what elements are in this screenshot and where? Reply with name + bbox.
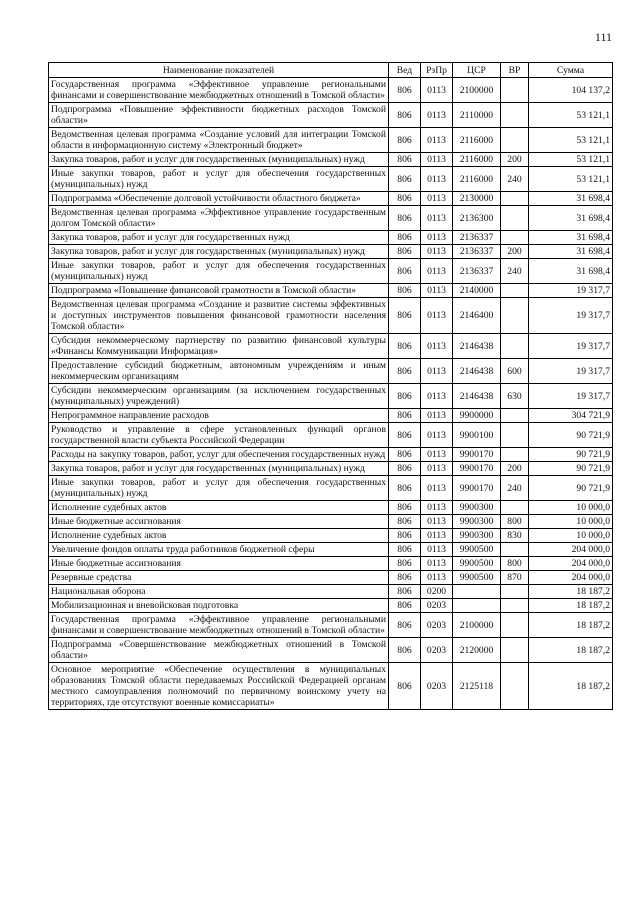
table-row [49,585,613,599]
cell-ved: 806 [389,409,421,423]
table-row [49,128,613,153]
cell-sum: 204 000,0 [529,571,613,585]
cell-name: Иные закупки товаров, работ и услуг для обеспечения государственных (муниципальных) нужд [49,476,389,501]
cell-sum: 18 187,2 [529,585,613,599]
cell-csr: 2136300 [453,206,501,231]
cell-ved: 806 [389,192,421,206]
cell-csr: 2100000 [453,78,501,103]
cell-name: Национальная оборона [49,585,389,599]
cell-name: Исполнение судебных актов [49,529,389,543]
cell-sum: 31 698,4 [529,245,613,259]
cell-vr: 240 [501,476,529,501]
cell-vr: 200 [501,153,529,167]
table-row [49,334,613,359]
cell-name: Подпрограмма «Повышение финансовой грамотности в Томской области» [49,284,389,298]
table-row [49,599,613,613]
cell-name: Государственная программа «Эффективное управление региональными финансами и совершенствование межбюджетных отношений в Томской области» [49,613,389,638]
cell-name: Основное мероприятие «Обеспечение осуществления в муниципальных образованиях Томской области передаваемых Российской Федерацией органам местного самоуправления полномочий по первичному воинскому учету на территориях, где отсутствуют военные комиссариаты» [49,663,389,710]
cell-vr: 240 [501,259,529,284]
cell-rzpr: 0113 [421,543,453,557]
table-row [49,543,613,557]
cell-sum: 53 121,1 [529,153,613,167]
cell-vr: 200 [501,462,529,476]
cell-vr: 600 [501,359,529,384]
cell-name: Подпрограмма «Совершенствование межбюджетных отношений в Томской области» [49,638,389,663]
cell-rzpr: 0113 [421,476,453,501]
cell-ved: 806 [389,384,421,409]
cell-rzpr: 0203 [421,599,453,613]
cell-rzpr: 0113 [421,259,453,284]
table-row [49,359,613,384]
header-sum: Сумма [529,63,613,78]
table-body [49,78,613,710]
cell-name: Подпрограмма «Повышение эффективности бюджетных расходов Томской области» [49,103,389,128]
cell-vr [501,599,529,613]
cell-csr: 2146438 [453,384,501,409]
cell-rzpr: 0113 [421,206,453,231]
cell-rzpr: 0113 [421,298,453,334]
cell-sum: 18 187,2 [529,613,613,638]
cell-name: Непрограммное направление расходов [49,409,389,423]
cell-name: Подпрограмма «Обеспечение долговой устойчивости областного бюджета» [49,192,389,206]
cell-sum: 19 317,7 [529,284,613,298]
cell-rzpr: 0200 [421,585,453,599]
cell-vr: 800 [501,515,529,529]
cell-rzpr: 0113 [421,334,453,359]
cell-csr: 9900500 [453,543,501,557]
cell-name: Закупка товаров, работ и услуг для государственных (муниципальных) нужд [49,462,389,476]
table-row [49,571,613,585]
cell-csr: 2120000 [453,638,501,663]
cell-ved: 806 [389,501,421,515]
cell-rzpr: 0113 [421,423,453,448]
cell-csr: 2116000 [453,167,501,192]
cell-sum: 90 721,9 [529,448,613,462]
cell-name: Иные закупки товаров, работ и услуг для обеспечения государственных (муниципальных) нужд [49,259,389,284]
cell-csr: 9900500 [453,571,501,585]
cell-vr [501,663,529,710]
table-row [49,284,613,298]
cell-ved: 806 [389,476,421,501]
cell-csr: 9900000 [453,409,501,423]
cell-rzpr: 0203 [421,638,453,663]
cell-csr: 9900300 [453,529,501,543]
cell-sum: 204 000,0 [529,543,613,557]
cell-rzpr: 0113 [421,515,453,529]
cell-name: Резервные средства [49,571,389,585]
cell-csr: 9900170 [453,476,501,501]
cell-csr: 2110000 [453,103,501,128]
header-name: Наименование показателей [49,63,389,78]
cell-sum: 31 698,4 [529,259,613,284]
cell-vr [501,448,529,462]
table-row [49,529,613,543]
cell-csr: 9900300 [453,515,501,529]
cell-sum: 18 187,2 [529,663,613,710]
cell-csr: 9900170 [453,448,501,462]
cell-name: Исполнение судебных актов [49,501,389,515]
cell-vr: 870 [501,571,529,585]
table-row [49,167,613,192]
cell-sum: 90 721,9 [529,476,613,501]
cell-rzpr: 0113 [421,153,453,167]
header-row [49,63,613,78]
cell-ved: 806 [389,515,421,529]
cell-rzpr: 0113 [421,359,453,384]
cell-ved: 806 [389,571,421,585]
cell-rzpr: 0113 [421,284,453,298]
cell-sum: 31 698,4 [529,231,613,245]
cell-csr [453,585,501,599]
cell-ved: 806 [389,103,421,128]
table-row [49,78,613,103]
cell-sum: 19 317,7 [529,298,613,334]
cell-csr: 9900500 [453,557,501,571]
cell-rzpr: 0113 [421,167,453,192]
table-row [49,384,613,409]
cell-ved: 806 [389,423,421,448]
cell-ved: 806 [389,231,421,245]
cell-vr [501,423,529,448]
cell-csr [453,599,501,613]
table-row [49,231,613,245]
cell-sum: 31 698,4 [529,206,613,231]
cell-rzpr: 0113 [421,448,453,462]
table-row [49,557,613,571]
cell-rzpr: 0113 [421,78,453,103]
cell-name: Предоставление субсидий бюджетным, автономным учреждениям и иным некоммерческим организациям [49,359,389,384]
cell-vr [501,284,529,298]
cell-name: Мобилизационная и вневойсковая подготовка [49,599,389,613]
cell-csr: 2136337 [453,245,501,259]
header-vr: ВР [501,63,529,78]
cell-ved: 806 [389,663,421,710]
cell-sum: 18 187,2 [529,599,613,613]
cell-sum: 53 121,1 [529,128,613,153]
cell-csr: 2125118 [453,663,501,710]
table-row [49,462,613,476]
cell-rzpr: 0113 [421,529,453,543]
cell-vr [501,638,529,663]
cell-sum: 19 317,7 [529,359,613,384]
table-row [49,515,613,529]
cell-csr: 2116000 [453,153,501,167]
cell-csr: 2146400 [453,298,501,334]
cell-ved: 806 [389,557,421,571]
cell-vr [501,78,529,103]
cell-vr: 630 [501,384,529,409]
cell-sum: 53 121,1 [529,103,613,128]
cell-sum: 19 317,7 [529,384,613,409]
cell-ved: 806 [389,448,421,462]
cell-ved: 806 [389,613,421,638]
cell-sum: 10 000,0 [529,515,613,529]
cell-csr: 2136337 [453,259,501,284]
table-row [49,206,613,231]
header-csr: ЦСР [453,63,501,78]
table-row [49,423,613,448]
cell-ved: 806 [389,462,421,476]
cell-rzpr: 0113 [421,571,453,585]
cell-sum: 204 000,0 [529,557,613,571]
cell-ved: 806 [389,599,421,613]
cell-ved: 806 [389,585,421,599]
cell-name: Иные закупки товаров, работ и услуг для обеспечения государственных (муниципальных) нужд [49,167,389,192]
cell-ved: 806 [389,206,421,231]
table-header [49,63,613,78]
cell-vr [501,334,529,359]
cell-csr: 2140000 [453,284,501,298]
cell-vr [501,585,529,599]
cell-vr: 240 [501,167,529,192]
cell-rzpr: 0113 [421,192,453,206]
cell-name: Ведомственная целевая программа «Создание и развитие системы эффективных и доступных инструментов повышения финансовой грамотности населения Томской области» [49,298,389,334]
table-row [49,245,613,259]
cell-ved: 806 [389,153,421,167]
cell-csr: 2146438 [453,334,501,359]
cell-name: Субсидии некоммерческим организациям (за исключением государственных (муниципальных) учреждений) [49,384,389,409]
cell-rzpr: 0113 [421,128,453,153]
cell-sum: 104 137,2 [529,78,613,103]
cell-vr: 830 [501,529,529,543]
table-row [49,103,613,128]
cell-rzpr: 0113 [421,384,453,409]
cell-name: Закупка товаров, работ и услуг для государственных нужд [49,231,389,245]
cell-vr [501,206,529,231]
cell-csr: 2116000 [453,128,501,153]
cell-vr [501,501,529,515]
cell-ved: 806 [389,245,421,259]
cell-name: Субсидия некоммерческому партнерству по развитию финансовой культуры «Финансы Коммуникации Информация» [49,334,389,359]
table-row [49,613,613,638]
table-row [49,501,613,515]
cell-name: Закупка товаров, работ и услуг для государственных (муниципальных) нужд [49,245,389,259]
cell-sum: 53 121,1 [529,167,613,192]
table-row [49,409,613,423]
table-row [49,638,613,663]
table-row [49,259,613,284]
cell-ved: 806 [389,334,421,359]
cell-ved: 806 [389,128,421,153]
page-number: 111 [594,30,612,44]
cell-vr [501,192,529,206]
cell-sum: 90 721,9 [529,462,613,476]
cell-rzpr: 0113 [421,245,453,259]
cell-rzpr: 0113 [421,557,453,571]
cell-rzpr: 0113 [421,462,453,476]
budget-table [48,62,613,710]
cell-vr [501,128,529,153]
cell-ved: 806 [389,359,421,384]
cell-rzpr: 0113 [421,501,453,515]
cell-csr: 9900100 [453,423,501,448]
cell-name: Иные бюджетные ассигнования [49,557,389,571]
cell-ved: 806 [389,78,421,103]
cell-vr [501,613,529,638]
cell-name: Руководство и управление в сфере установленных функций органов государственной власти субъекта Российской Федерации [49,423,389,448]
cell-vr [501,298,529,334]
cell-name: Государственная программа «Эффективное управление региональными финансами и совершенствование межбюджетных отношений в Томской области» [49,78,389,103]
cell-vr [501,409,529,423]
table-row [49,448,613,462]
table-row [49,663,613,710]
header-rzpr: РзПр [421,63,453,78]
table-row [49,153,613,167]
cell-name: Увеличение фондов оплаты труда работников бюджетной сферы [49,543,389,557]
cell-ved: 806 [389,259,421,284]
cell-sum: 10 000,0 [529,501,613,515]
cell-name: Иные бюджетные ассигнования [49,515,389,529]
cell-csr: 2100000 [453,613,501,638]
cell-name: Ведомственная целевая программа «Создание условий для интеграции Томской области в информационную систему «Электронный бюджет» [49,128,389,153]
cell-csr: 2146438 [453,359,501,384]
header-ved: Вед [389,63,421,78]
cell-name: Ведомственная целевая программа «Эффективное управление государственным долгом Томской области» [49,206,389,231]
table-row [49,298,613,334]
cell-rzpr: 0113 [421,103,453,128]
cell-vr [501,231,529,245]
cell-rzpr: 0203 [421,663,453,710]
cell-ved: 806 [389,284,421,298]
cell-csr: 2136337 [453,231,501,245]
cell-csr: 9900170 [453,462,501,476]
cell-sum: 31 698,4 [529,192,613,206]
cell-vr [501,103,529,128]
cell-csr: 9900300 [453,501,501,515]
cell-sum: 18 187,2 [529,638,613,663]
cell-ved: 806 [389,167,421,192]
cell-rzpr: 0113 [421,231,453,245]
cell-csr: 2130000 [453,192,501,206]
cell-ved: 806 [389,638,421,663]
cell-vr: 800 [501,557,529,571]
cell-ved: 806 [389,529,421,543]
cell-ved: 806 [389,543,421,557]
cell-sum: 19 317,7 [529,334,613,359]
cell-rzpr: 0203 [421,613,453,638]
cell-sum: 304 721,9 [529,409,613,423]
cell-name: Расходы на закупку товаров, работ, услуг для обеспечения государственных нужд [49,448,389,462]
cell-vr: 200 [501,245,529,259]
cell-sum: 90 721,9 [529,423,613,448]
cell-vr [501,543,529,557]
table-row [49,476,613,501]
cell-name: Закупка товаров, работ и услуг для государственных (муниципальных) нужд [49,153,389,167]
cell-ved: 806 [389,298,421,334]
table-row [49,192,613,206]
cell-sum: 10 000,0 [529,529,613,543]
cell-rzpr: 0113 [421,409,453,423]
